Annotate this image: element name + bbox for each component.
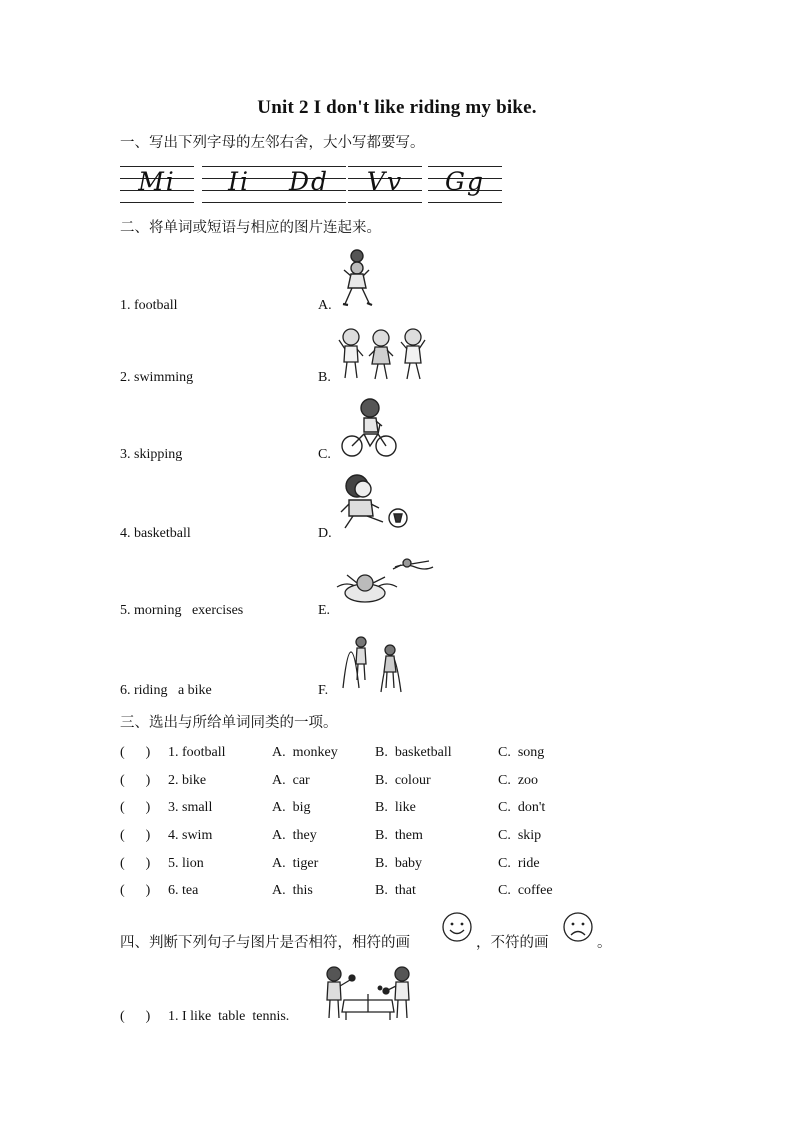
judge-bracket-1[interactable]: ( ) xyxy=(120,1009,151,1024)
question-word-6: 6. tea xyxy=(168,883,199,898)
sad-face-icon xyxy=(563,912,593,942)
question-word-4: 4. swim xyxy=(168,828,213,843)
option-b-4: B. them xyxy=(375,828,423,843)
section4-heading-part1: 四、判断下列句子与图片是否相符，相符的画 xyxy=(120,935,410,951)
match-word-1: 1. football xyxy=(120,298,178,313)
question-word-5: 5. lion xyxy=(168,856,204,871)
copy-box-5[interactable] xyxy=(428,166,502,202)
boy-football-picture xyxy=(337,472,409,534)
match-word-6: 6. riding a bike xyxy=(120,683,212,698)
girl-basketball-picture xyxy=(335,248,380,310)
section4-heading-part3: 。 xyxy=(597,935,612,951)
option-label-c: C. xyxy=(318,447,331,462)
option-b-1: B. basketball xyxy=(375,745,452,760)
match-word-3: 3. skipping xyxy=(120,447,183,462)
copy-box-4[interactable] xyxy=(348,166,422,202)
option-c-2: C. zoo xyxy=(498,773,539,788)
option-label-f: F. xyxy=(318,683,329,698)
kids-table-tennis-picture xyxy=(322,964,414,1024)
answer-bracket-4[interactable]: ( ) xyxy=(120,828,151,843)
option-a-2: A. car xyxy=(272,773,310,788)
option-a-6: A. this xyxy=(272,883,313,898)
copy-box-2[interactable] xyxy=(202,166,276,202)
letter-pair-3: Dd xyxy=(288,167,330,196)
option-a-4: A. they xyxy=(272,828,317,843)
option-a-1: A. monkey xyxy=(272,745,338,760)
copy-box-1[interactable] xyxy=(120,166,194,202)
answer-bracket-1[interactable]: ( ) xyxy=(120,745,151,760)
match-word-4: 4. basketball xyxy=(120,526,191,541)
section1-heading: 一、写出下列字母的左邻右舍，大小写都要写。 xyxy=(120,135,425,151)
letter-pair-2: Ii xyxy=(228,167,250,196)
answer-bracket-6[interactable]: ( ) xyxy=(120,883,151,898)
option-b-2: B. colour xyxy=(375,773,431,788)
option-c-1: C. song xyxy=(498,745,545,760)
option-c-5: C. ride xyxy=(498,856,540,871)
option-a-5: A. tiger xyxy=(272,856,319,871)
option-label-a: A. xyxy=(318,298,332,313)
section3-heading: 三、选出与所给单词同类的一项。 xyxy=(120,715,338,731)
option-label-e: E. xyxy=(318,603,331,618)
copy-box-3[interactable] xyxy=(272,166,346,202)
answer-bracket-3[interactable]: ( ) xyxy=(120,800,151,815)
option-b-5: B. baby xyxy=(375,856,423,871)
question-word-2: 2. bike xyxy=(168,773,207,788)
option-c-6: C. coffee xyxy=(498,883,553,898)
letter-pair-5: Gg xyxy=(445,167,485,196)
kids-swimming-picture xyxy=(335,553,435,609)
kids-exercises-picture xyxy=(335,326,433,382)
letter-pair-4: Vv xyxy=(366,167,404,196)
question-word-3: 3. small xyxy=(168,800,213,815)
smiling-face-icon xyxy=(442,912,472,942)
option-c-3: C. don't xyxy=(498,800,546,815)
match-word-5: 5. morning exercises xyxy=(120,603,244,618)
answer-bracket-5[interactable]: ( ) xyxy=(120,856,151,871)
option-c-4: C. skip xyxy=(498,828,542,843)
section2-heading: 二、将单词或短语与相应的图片连起来。 xyxy=(120,220,381,236)
letter-pair-1: Mi xyxy=(138,167,176,196)
option-a-3: A. big xyxy=(272,800,311,815)
judge-sentence-1: 1. I like table tennis. xyxy=(168,1009,290,1024)
answer-bracket-2[interactable]: ( ) xyxy=(120,773,151,788)
option-b-6: B. that xyxy=(375,883,416,898)
page-title: Unit 2 I don't like riding my bike. xyxy=(257,97,537,118)
question-word-1: 1. football xyxy=(168,745,226,760)
section4-heading-part2: ，不符的画 xyxy=(476,935,549,951)
boy-bike-picture xyxy=(338,396,400,460)
kids-skipping-picture xyxy=(335,628,407,696)
option-label-d: D. xyxy=(318,526,332,541)
option-b-3: B. like xyxy=(375,800,416,815)
option-label-b: B. xyxy=(318,370,331,385)
match-word-2: 2. swimming xyxy=(120,370,194,385)
